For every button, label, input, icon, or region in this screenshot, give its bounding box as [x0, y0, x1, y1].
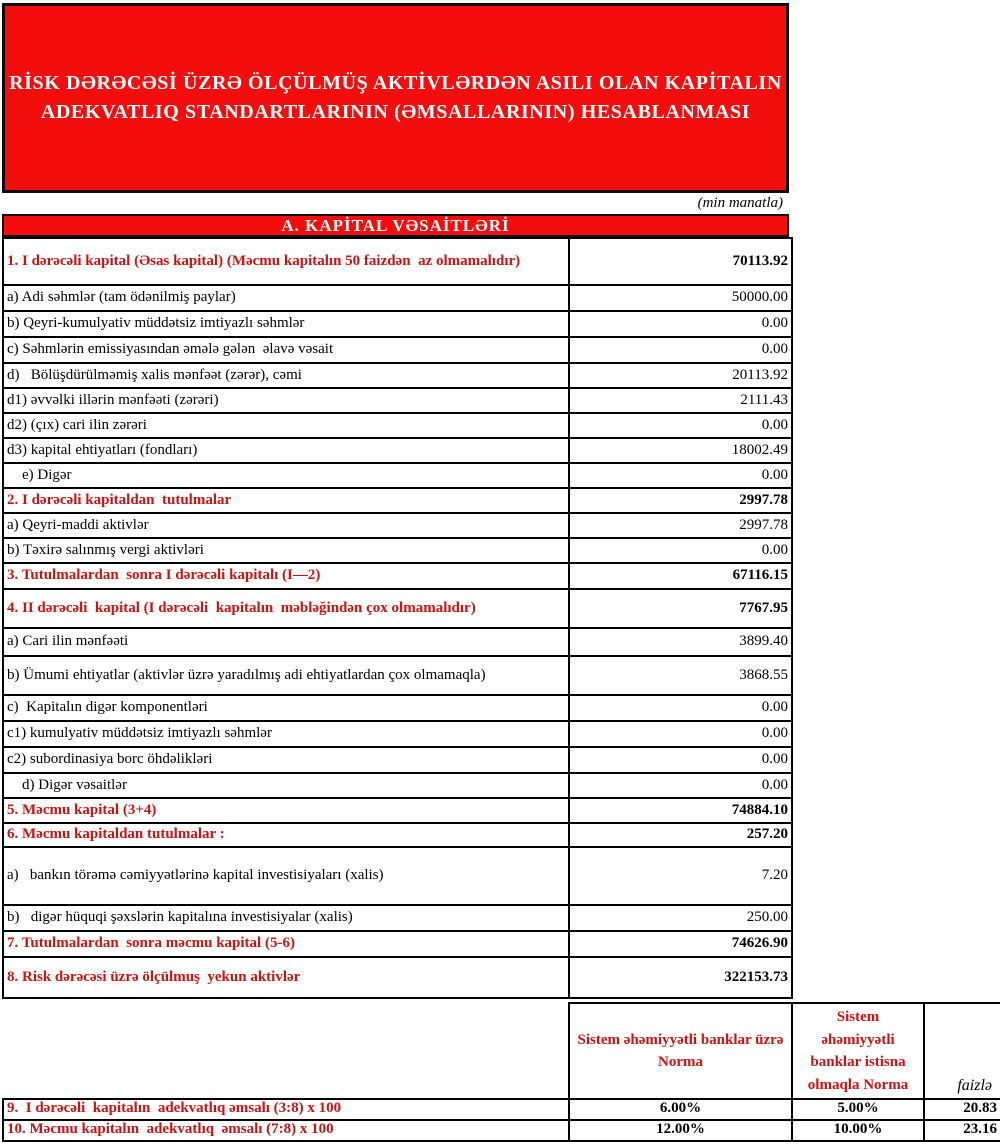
norm-actual-value: 20.83 — [924, 1099, 1000, 1120]
row-value: 67116.15 — [569, 563, 792, 589]
unit-label: faizlə — [924, 1003, 1000, 1099]
row-label: a) Qeyri-maddi aktivlər — [3, 513, 569, 538]
norms-header-spacer — [3, 1003, 569, 1099]
row-label: b) Ümumi ehtiyatlar (aktivlər üzrə yaradılmış adi ehtiyatlardan çox olmamaqla) — [3, 656, 569, 695]
row-label: 3. Tutulmalardan sonra I dərəcəli kapitalı (I—2) — [3, 563, 569, 589]
row-value: 0.00 — [569, 721, 792, 747]
row-label: d2) (çıx) cari ilin zərəri — [3, 413, 569, 438]
row-value: 0.00 — [569, 413, 792, 438]
table-row — [3, 337, 792, 363]
table-row — [3, 721, 792, 747]
report-page — [0, 3, 1000, 1146]
row-label: a) bankın törəmə cəmiyyətlərinə kapital investisiyaları (xalis) — [3, 847, 569, 905]
row-value: 74626.90 — [569, 931, 792, 957]
table-row — [3, 388, 792, 413]
row-label: b) Qeyri-kumulyativ müddətsiz imtiyazlı səhmlər — [3, 311, 569, 337]
table-row — [3, 847, 792, 905]
row-label: 8. Risk dərəcəsi üzrə ölçülmuş yekun aktivlər — [3, 957, 569, 998]
capital-table — [2, 237, 793, 999]
row-label: c2) subordinasiya borc öhdəlikləri — [3, 747, 569, 773]
row-value: 74884.10 — [569, 798, 792, 823]
row-label: a) Cari ilin mənfəəti — [3, 628, 569, 656]
row-label: a) Adi səhmlər (tam ödənilmiş paylar) — [3, 285, 569, 311]
table-row — [3, 513, 792, 538]
row-value: 0.00 — [569, 463, 792, 488]
row-value: 0.00 — [569, 747, 792, 773]
row-value: 257.20 — [569, 823, 792, 847]
table-row — [3, 363, 792, 388]
report-title-line1: RİSK DƏRƏCƏSİ ÜZRƏ ÖLÇÜLMÜŞ AKTİVLƏRDƏN ASILI OLAN KAPİTALIN — [9, 72, 782, 94]
row-value: 3868.55 — [569, 656, 792, 695]
table-row — [3, 823, 792, 847]
row-label: c) Səhmlərin emissiyasından əmələ gələn əlavə vəsait — [3, 337, 569, 363]
row-value: 50000.00 — [569, 285, 792, 311]
table-row — [3, 589, 792, 628]
row-value: 250.00 — [569, 905, 792, 931]
norm-sib-value: 6.00% — [569, 1099, 792, 1120]
row-label: d) Bölüşdürülməmiş xalis mənfəət (zərər), cəmi — [3, 363, 569, 388]
table-row — [3, 413, 792, 438]
row-value: 2997.78 — [569, 488, 792, 513]
norm-row-label: 9. I dərəcəli kapitalın adekvatlıq əmsalı (3:8) x 100 — [3, 1099, 569, 1120]
table-row — [3, 285, 792, 311]
row-label: c1) kumulyativ müddətsiz imtiyazlı səhmlər — [3, 721, 569, 747]
row-value: 7767.95 — [569, 589, 792, 628]
table-row — [3, 563, 792, 589]
norms-header-row — [3, 1003, 1000, 1099]
row-value: 7.20 — [569, 847, 792, 905]
table-row — [3, 311, 792, 337]
norm-row-label: 10. Məcmu kapitalın adekvatlıq əmsalı (7:8) x 100 — [3, 1120, 569, 1141]
row-value: 2111.43 — [569, 388, 792, 413]
norms-table — [2, 1002, 1000, 1142]
row-label: b) digər hüquqi şəxslərin kapitalına investisiyalar (xalis) — [3, 905, 569, 931]
row-value: 18002.49 — [569, 438, 792, 463]
row-label: b) Təxirə salınmış vergi aktivləri — [3, 538, 569, 563]
table-row — [3, 656, 792, 695]
table-row — [3, 628, 792, 656]
row-label: d1) əvvəlki illərin mənfəəti (zərəri) — [3, 388, 569, 413]
norm-other-value: 5.00% — [792, 1099, 924, 1120]
row-label: 1. I dərəcəli kapital (Əsas kapital) (Məcmu kapitalın 50 faizdən az olmamalıdır) — [3, 238, 569, 285]
norm-other-value: 10.00% — [792, 1120, 924, 1141]
table-row — [3, 798, 792, 823]
norms-header-sib: Sistem əhəmiyyətli banklar üzrə Norma — [569, 1003, 792, 1099]
norms-header-other: Sistem əhəmiyyətli banklar istisna olmaqla Norma — [792, 1003, 924, 1099]
norm-sib-value: 12.00% — [569, 1120, 792, 1141]
row-label: 7. Tutulmalardan sonra məcmu kapital (5-6) — [3, 931, 569, 957]
row-label: e) Digər — [3, 463, 569, 488]
table-row — [3, 931, 792, 957]
row-value: 3899.40 — [569, 628, 792, 656]
row-value: 0.00 — [569, 311, 792, 337]
row-value: 2997.78 — [569, 513, 792, 538]
row-value: 322153.73 — [569, 957, 792, 998]
table-row — [3, 905, 792, 931]
row-value: 70113.92 — [569, 238, 792, 285]
table-row — [3, 695, 792, 721]
row-value: 0.00 — [569, 538, 792, 563]
report-title-banner — [2, 3, 789, 193]
table-row — [3, 488, 792, 513]
table-row — [3, 238, 792, 285]
table-row — [3, 463, 792, 488]
table-row — [3, 538, 792, 563]
row-label: 5. Məcmu kapital (3+4) — [3, 798, 569, 823]
row-label: c) Kapitalın digər komponentləri — [3, 695, 569, 721]
row-value: 0.00 — [569, 773, 792, 798]
table-row — [3, 773, 792, 798]
section-title: A. KAPİTAL VƏSAİTLƏRİ — [281, 215, 510, 235]
row-value: 0.00 — [569, 695, 792, 721]
row-label: d) Digər vəsaitlər — [3, 773, 569, 798]
table-row — [3, 747, 792, 773]
section-header — [2, 214, 789, 237]
report-title — [9, 69, 782, 127]
norm-row — [3, 1099, 1000, 1120]
table-row — [3, 957, 792, 998]
norm-actual-value: 23.16 — [924, 1120, 1000, 1141]
row-label: 6. Məcmu kapitaldan tutulmalar : — [3, 823, 569, 847]
row-value: 0.00 — [569, 337, 792, 363]
row-label: 4. II dərəcəli kapital (I dərəcəli kapitalın məbləğindən çox olmamalıdır) — [3, 589, 569, 628]
report-title-line2: ADEKVATLIQ STANDARTLARININ (ƏMSALLARININ) HESABLANMASI — [40, 101, 751, 123]
row-value: 20113.92 — [569, 363, 792, 388]
unit-note: (min manatla) — [697, 195, 783, 211]
row-label: d3) kapital ehtiyatları (fondları) — [3, 438, 569, 463]
row-label: 2. I dərəcəli kapitaldan tutulmalar — [3, 488, 569, 513]
table-row — [3, 438, 792, 463]
norm-row — [3, 1120, 1000, 1141]
